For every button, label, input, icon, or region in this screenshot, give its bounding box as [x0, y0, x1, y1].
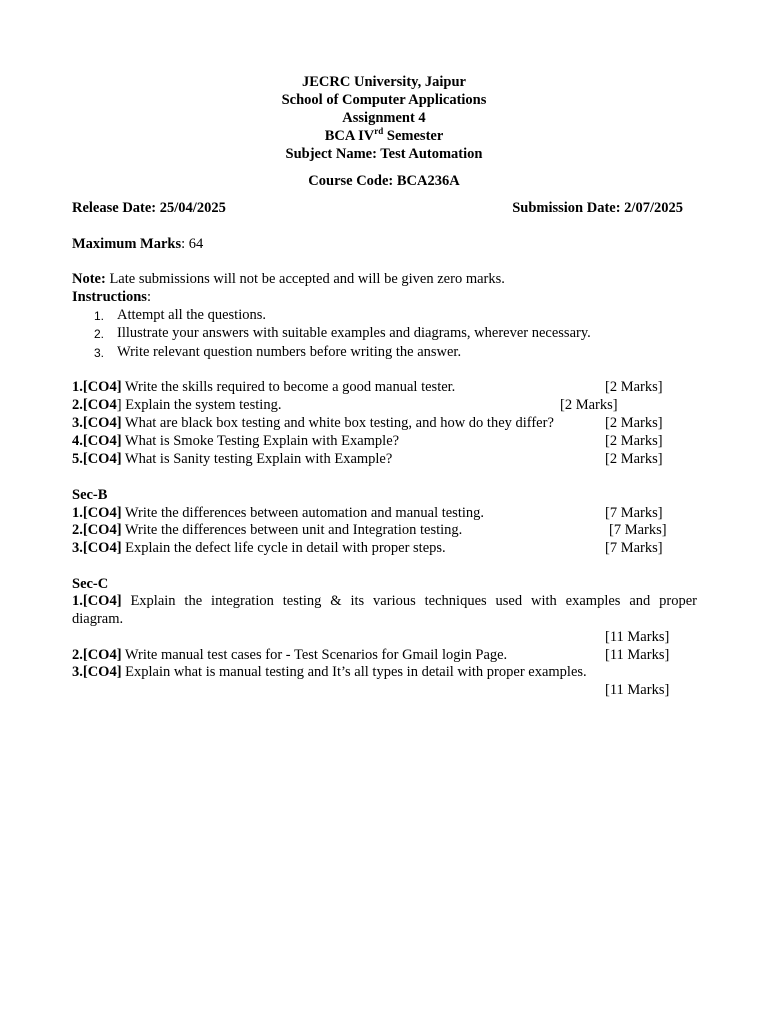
question-id: 2.[CO4] — [72, 522, 122, 538]
question-id: 3.[CO4] — [72, 415, 122, 431]
semester-suffix: Semester — [383, 128, 444, 144]
question-a2 — [72, 396, 281, 414]
maximum-marks-value: : 64 — [181, 236, 204, 252]
question-marks: [2 Marks] — [605, 379, 663, 395]
question-id: 5.[CO4] — [72, 451, 122, 467]
question-text: Write the differences between automation and manual testing. — [121, 505, 485, 521]
instruction-text: Write relevant question numbers before writing the answer. — [117, 344, 462, 360]
question-marks: [11 Marks] — [605, 647, 670, 663]
note — [72, 270, 505, 288]
instruction-number: 1. — [94, 309, 105, 323]
question-text-continued: diagram. — [72, 611, 124, 627]
question-id: 4.[CO4] — [72, 433, 122, 449]
question-marks: [7 Marks] — [605, 540, 663, 556]
assignment-title: Assignment 4 — [342, 110, 426, 126]
question-c2 — [72, 646, 507, 664]
instructions-colon: : — [146, 289, 151, 305]
question-text: Explain the integration testing & its various techniques used with examples and proper — [121, 593, 697, 609]
release-date: Release Date: 25/04/2025 — [72, 200, 226, 216]
school-name: School of Computer Applications — [281, 92, 487, 108]
question-text: What are black box testing and white box testing, and how do they differ? — [121, 415, 554, 431]
question-a3 — [72, 414, 554, 432]
question-id: 2.[CO4] — [72, 647, 122, 663]
question-marks: [11 Marks] — [605, 682, 670, 698]
question-a5 — [72, 450, 392, 468]
question-marks: [2 Marks] — [605, 415, 663, 431]
question-c1 — [72, 592, 697, 610]
section-c-title: Sec-C — [72, 576, 109, 592]
question-id: 1.[CO4] — [72, 593, 122, 609]
instructions-label: Instructions — [72, 289, 147, 305]
question-text: Explain the system testing. — [121, 397, 282, 413]
question-text: What is Sanity testing Explain with Example? — [121, 451, 393, 467]
question-marks: [11 Marks] — [605, 629, 670, 645]
university-name: JECRC University, Jaipur — [302, 74, 466, 90]
question-a1 — [72, 378, 455, 396]
question-text: Write manual test cases for - Test Scenarios for Gmail login Page. — [121, 647, 508, 663]
submission-date: Submission Date: 2/07/2025 — [512, 200, 683, 216]
question-text: Explain the defect life cycle in detail with proper steps. — [121, 540, 446, 556]
course-code: Course Code: BCA236A — [308, 173, 460, 189]
question-marks: [2 Marks] — [605, 433, 663, 449]
subject-name: Subject Name: Test Automation — [285, 146, 483, 162]
question-text: Write the skills required to become a good manual tester. — [121, 379, 456, 395]
question-text: Explain what is manual testing and It’s all types in detail with proper examples. — [121, 664, 587, 680]
question-a4 — [72, 432, 399, 450]
note-label: Note: — [72, 271, 106, 287]
question-id: 1.[CO4] — [72, 379, 122, 395]
maximum-marks-label: Maximum Marks — [72, 236, 182, 252]
question-b3 — [72, 539, 446, 557]
instruction-number: 3. — [94, 346, 105, 360]
question-text: What is Smoke Testing Explain with Example? — [121, 433, 400, 449]
question-text: Write the differences between unit and Integration testing. — [121, 522, 463, 538]
question-marks: [2 Marks] — [605, 451, 663, 467]
question-b2 — [72, 521, 462, 539]
maximum-marks — [72, 235, 203, 253]
semester-superscript: rd — [374, 126, 384, 137]
note-text: Late submissions will not be accepted and will be given zero marks. — [105, 271, 505, 287]
question-id: 2.[CO4 — [72, 397, 117, 413]
semester-prefix: BCA IV — [324, 128, 375, 144]
question-marks: [7 Marks] — [609, 522, 667, 538]
question-c3 — [72, 663, 587, 681]
question-marks: [7 Marks] — [605, 505, 663, 521]
question-id: 3.[CO4] — [72, 540, 122, 556]
question-marks: [2 Marks] — [560, 397, 618, 413]
semester-line — [0, 127, 768, 145]
instruction-text: Attempt all the questions. — [117, 307, 267, 323]
section-b-title: Sec-B — [72, 487, 108, 503]
instruction-number: 2. — [94, 327, 105, 341]
instructions-heading — [72, 288, 151, 306]
question-id: 1.[CO4] — [72, 505, 122, 521]
question-id-bracket: ] — [116, 397, 122, 413]
question-id: 3.[CO4] — [72, 664, 122, 680]
instruction-text: Illustrate your answers with suitable examples and diagrams, wherever necessary. — [117, 325, 591, 341]
question-b1 — [72, 504, 484, 522]
